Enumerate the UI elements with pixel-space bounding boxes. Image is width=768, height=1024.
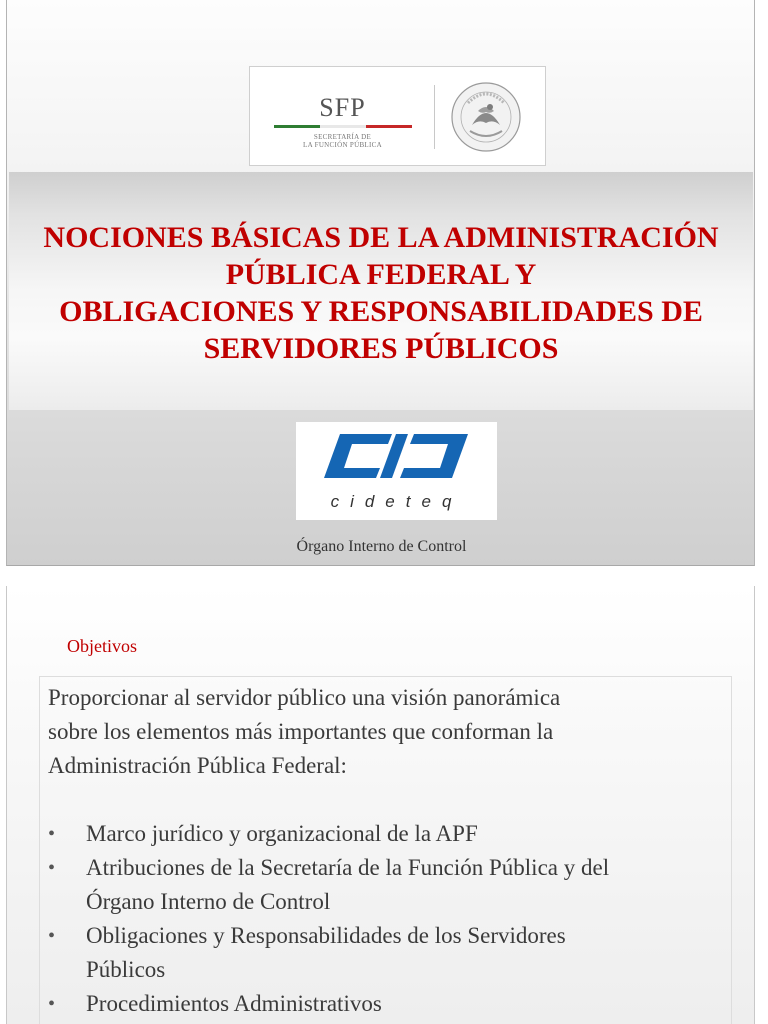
title-line-3: OBLIGACIONES Y RESPONSABILIDADES DE bbox=[59, 295, 703, 328]
bullet-2-line-1: Atribuciones de la Secretaría de la Función Pública y del bbox=[86, 855, 610, 880]
title-band bbox=[9, 172, 753, 410]
bullet-icon: • bbox=[48, 993, 56, 1015]
objectives-slide bbox=[6, 586, 755, 1024]
sfp-subtitle-line2: LA FUNCIÓN PÚBLICA bbox=[303, 141, 382, 149]
sfp-subtitle bbox=[250, 133, 435, 149]
list-item bbox=[48, 851, 728, 919]
logo-divider bbox=[434, 85, 435, 149]
list-item bbox=[48, 987, 728, 1021]
slide-footer: Órgano Interno de Control bbox=[296, 538, 467, 555]
intro-line-2: sobre los elementos más importantes que conforman la bbox=[48, 719, 554, 744]
sfp-logo-box bbox=[249, 66, 546, 166]
title-line-4: SERVIDORES PÚBLICOS bbox=[203, 332, 559, 365]
title-line-1: NOCIONES BÁSICAS DE LA ADMINISTRACIÓN bbox=[43, 221, 719, 254]
title-line-2: PÚBLICA FEDERAL Y bbox=[225, 258, 537, 291]
list-item bbox=[48, 817, 728, 851]
bullet-icon: • bbox=[48, 857, 56, 879]
bullet-1-line-1: Marco jurídico y organizacional de la APF bbox=[86, 821, 478, 846]
bullet-icon: • bbox=[48, 823, 56, 845]
objectives-heading: Objetivos bbox=[67, 636, 137, 656]
bullet-icon: • bbox=[48, 925, 56, 947]
mexican-seal-icon bbox=[450, 81, 522, 153]
intro-line-1: Proporcionar al servidor público una visión panorámica bbox=[48, 685, 561, 710]
sfp-subtitle-line1: SECRETARÍA DE bbox=[313, 133, 372, 141]
cideteq-logo-icon bbox=[296, 422, 497, 492]
title-slide bbox=[6, 0, 755, 566]
objectives-content-box bbox=[39, 676, 732, 1024]
bullet-3-line-1: Obligaciones y Responsabilidades de los Servidores bbox=[86, 923, 566, 948]
cideteq-wordmark: cideteq bbox=[330, 492, 463, 511]
bullet-4-line-1: Procedimientos Administrativos bbox=[86, 991, 382, 1016]
sfp-tricolor-bar bbox=[274, 125, 412, 128]
intro-line-3: Administración Pública Federal: bbox=[48, 753, 347, 778]
cideteq-logo-box bbox=[296, 422, 497, 520]
objectives-bullet-list bbox=[48, 817, 728, 1021]
sfp-acronym: SFP bbox=[319, 93, 366, 122]
objectives-intro bbox=[48, 681, 728, 783]
list-item bbox=[48, 919, 728, 987]
presentation-title bbox=[9, 219, 753, 367]
bullet-3-line-2: Públicos bbox=[86, 957, 166, 982]
bullet-2-line-2: Órgano Interno de Control bbox=[86, 889, 331, 914]
